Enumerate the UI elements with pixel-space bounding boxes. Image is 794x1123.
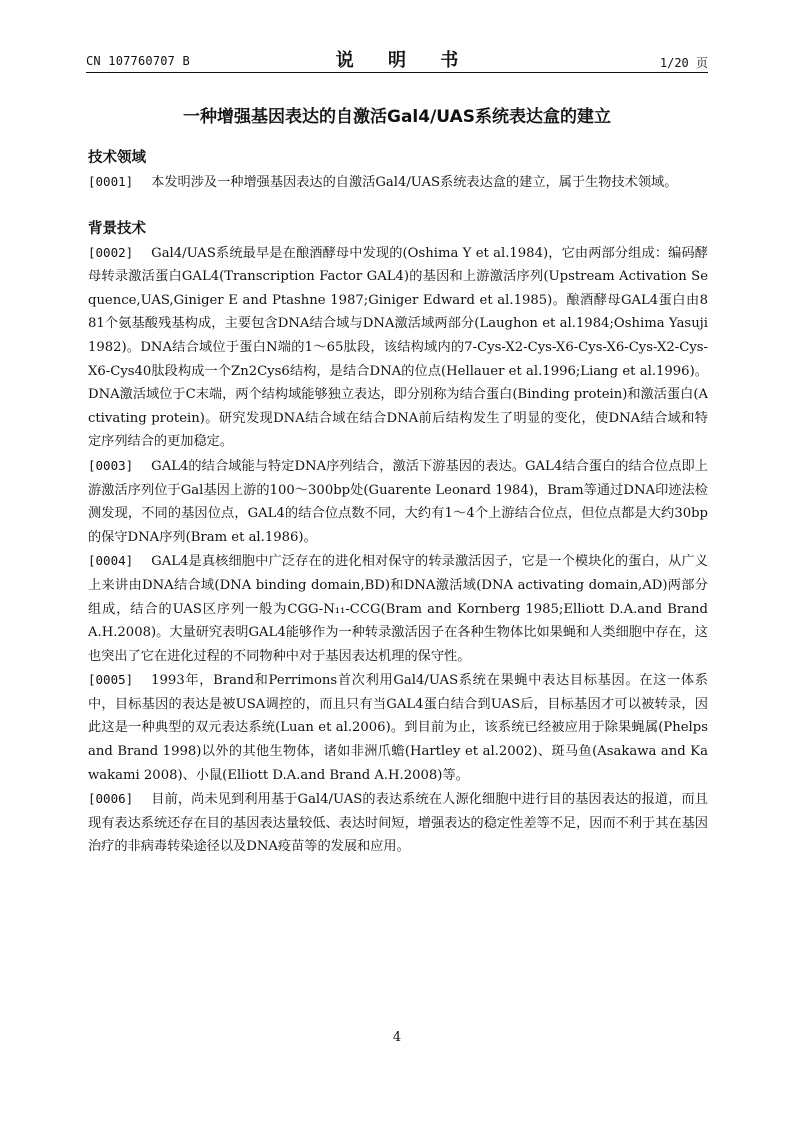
section-heading-technical-field: 技术领域 — [88, 150, 146, 166]
paragraph — [88, 668, 708, 787]
page-number: 4 — [392, 1030, 402, 1045]
paragraph-text: GAL4的结合域能与特定DNA序列结合，激活下游基因的表达。GAL4结合蛋白的结合位点即上游激活序列位于Gal基因上游的100～300bp处(Guarente Leonard 1984)，Bram等通过DNA印迹法检测发现，不同的基因位点，GAL4的结合位点数不同，大约有1～4个上游结合位点，但位点都是大约30bp的保守DNA序列(Bram et al.1986)。 — [88, 458, 708, 545]
paragraph-text: GAL4是真核细胞中广泛存在的进化相对保守的转录激活因子，它是一个模块化的蛋白，从广义上来讲由DNA结合域(DNA binding domain,BD)和DNA激活域(DNA activating domain,AD)两部分组成，结合的UAS区序列一般为CGG-N₁₁-CCG(Bram and Kornberg 1985;Elliott D.A.and Brand A.H.2008)。大量研究表明GAL4能够作为一种转录激活因子在各种生物体比如果蝇和人类细胞中存在，这也突出了它在进化过程的不同物种中对于基因表达机理的保守性。 — [88, 554, 708, 664]
paragraph — [88, 241, 708, 454]
paragraph-number: [0002] — [88, 244, 134, 260]
paragraph — [88, 787, 708, 859]
paragraph-number: [0006] — [88, 791, 134, 807]
paragraph-number: [0005] — [88, 672, 134, 688]
paragraph-text: Gal4/UAS系统最早是在酿酒酵母中发现的(Oshima Y et al.1984)，它由两部分组成：编码酵母转录激活蛋白GAL4(Transcription Factor GAL4)的基因和上游激活序列(Upstream Activation Sequence,UAS,Giniger E and Ptashne 1987;Giniger Edward et al.1985)。酿酒酵母GAL4蛋白由881个氨基酸残基构成，主要包含DNA结合域与DNA激活域两部分(Laughon et al.1984;Oshima Yasuji 1982)。DNA结合域位于蛋白N端的1～65肽段，该结构域内的7-Cys-X2-Cys-X6-Cys-X6-Cys-X2-Cys-X6-Cys40肽段构成一个Zn2Cys6结构，是结合DNA的位点(Hellauer et al.1996;Liang et al.1996)。DNA激活域位于C末端，两个结构域能够独立表达，即分别称为结合蛋白(Binding protein)和激活蛋白(Activating protein)。研究发现DNA结合域在结合DNA前后结构发生了明显的变化，使DNA结合域和特定序列结合的更加稳定。 — [88, 245, 708, 450]
paragraph-text: 1993年，Brand和Perrimons首次利用Gal4/UAS系统在果蝇中表达目标基因。在这一体系中，目标基因的表达是被USA调控的，而且只有当GAL4蛋白结合到UAS后，目标基因才可以被转录，因此这是一种典型的双元表达系统(Luan et al.2006)。到目前为止，该系统已经被应用于除果蝇属(Phelps and Brand 1998)以外的其他生物体，诸如非洲爪蟾(Hartley et al.2002)、斑马鱼(Asakawa and Kawakami 2008)、小鼠(Elliott D.A.and Brand A.H.2008)等。 — [88, 673, 708, 783]
patent-number: CN 107760707 B — [86, 54, 190, 68]
paragraph-number: [0004] — [88, 553, 134, 569]
document-title: 一种增强基因表达的自激活Gal4/UAS系统表达盒的建立 — [183, 107, 611, 127]
paragraph-text: 本发明涉及一种增强基因表达的自激活Gal4/UAS系统表达盒的建立，属于生物技术领域。 — [151, 175, 678, 190]
paragraph — [88, 170, 708, 195]
section-heading-background: 背景技术 — [88, 220, 146, 237]
paragraph-number: [0001] — [88, 174, 134, 189]
paragraph-text: 目前，尚未见到利用基于Gal4/UAS的表达系统在人源化细胞中进行目的基因表达的报道，而且现有表达系统还存在目的基因表达量较低、表达时间短，增强表达的稳定性差等不足，因而不利于其在基因治疗的非病毒转染途径以及DNA疫苗等的发展和应用。 — [88, 792, 708, 855]
paragraph-number: [0003] — [88, 457, 134, 473]
document-body — [88, 146, 708, 859]
paragraph — [88, 549, 708, 668]
header-divider — [86, 72, 708, 73]
document-type-heading: 说 明 书 — [335, 50, 473, 71]
page-count: 1/20 页 — [659, 56, 708, 70]
paragraph — [88, 454, 708, 549]
